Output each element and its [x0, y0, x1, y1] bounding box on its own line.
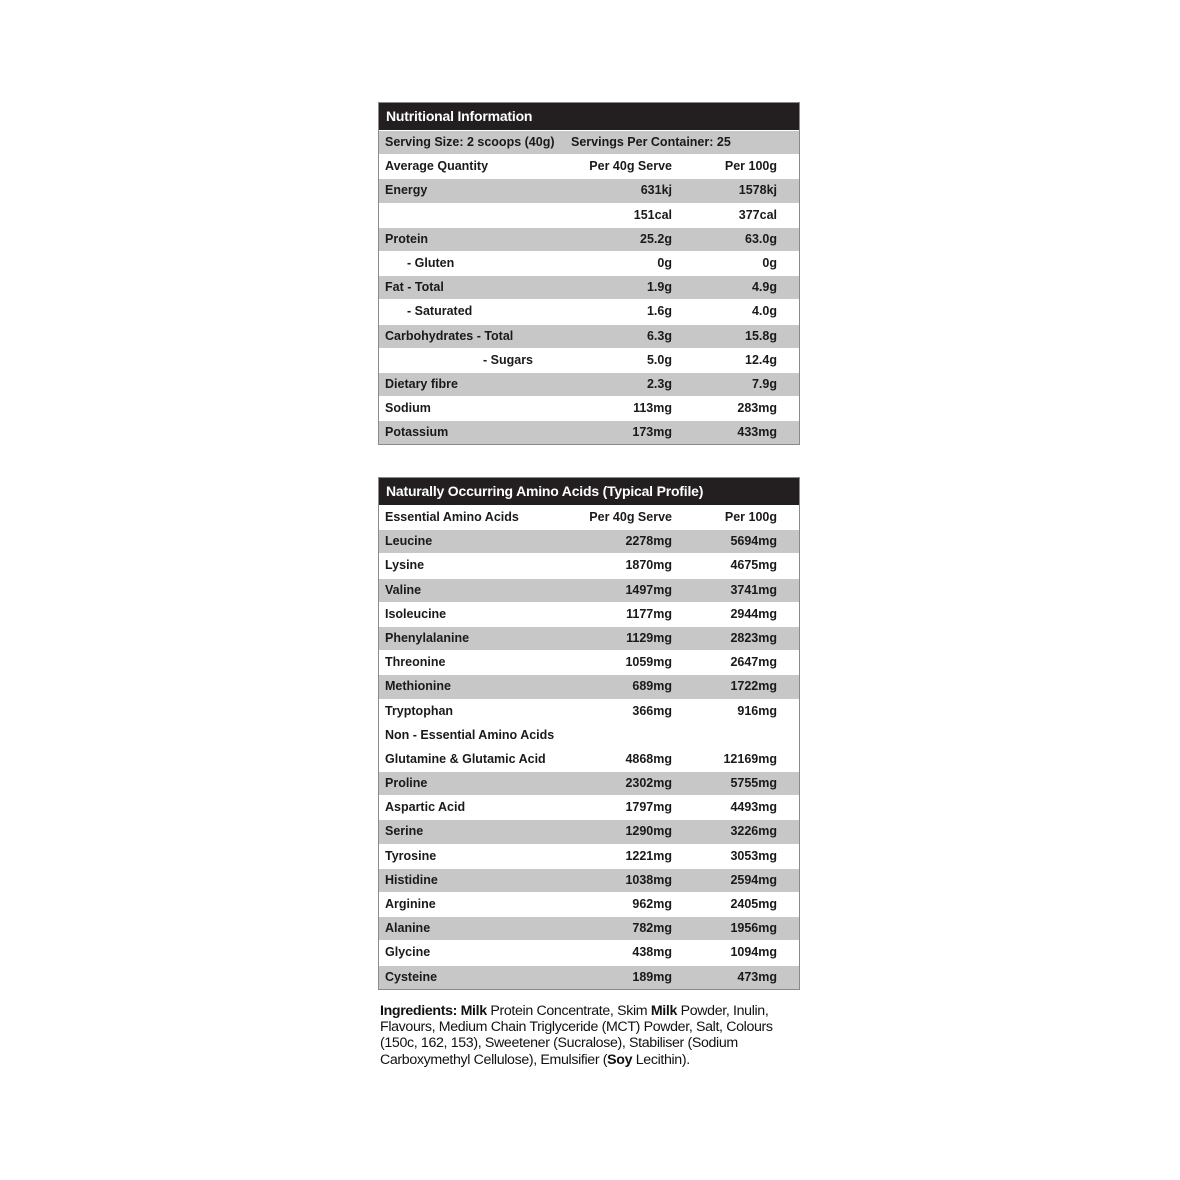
per-100g-value: 1722mg	[730, 679, 777, 694]
ingredients-fragment: Powder, Inulin, Flavours, Medium Chain Triglyceride (MCT) Powder, Salt, Colours (150c, 162, 153), Sweetener (Sucralose), Stabiliser (Sodium Carboxymethyl Cellulose), Emulsifier (	[380, 1003, 773, 1068]
nutrition-row	[379, 203, 799, 227]
per-100g-value: 12.4g	[745, 352, 777, 367]
non-essential-amino-row	[379, 819, 799, 843]
nutrient-name: Dietary fibre	[385, 376, 458, 391]
nutrient-name: - Saturated	[407, 304, 473, 319]
average-quantity-label: Average Quantity	[385, 159, 489, 174]
non-essential-amino-row	[379, 771, 799, 795]
nutrition-row	[379, 372, 799, 396]
allergen-highlight: Milk	[650, 1003, 678, 1019]
per-100g-value: 12169mg	[723, 751, 777, 766]
per-serve-value: 962mg	[632, 897, 672, 911]
essential-amino-row	[379, 626, 799, 650]
nutrient-name: Valine	[385, 582, 422, 597]
non-essential-section-row	[379, 723, 799, 747]
essential-amino-rows	[379, 529, 799, 723]
essential-amino-label: Essential Amino Acids	[385, 510, 519, 524]
nutrient-name: Cysteine	[385, 969, 438, 984]
essential-amino-row	[379, 578, 799, 602]
non-essential-amino-row	[379, 868, 799, 892]
per-serve-value: 1059mg	[625, 655, 672, 670]
per-serve-value: 173mg	[632, 425, 672, 440]
per-serve-value: 1870mg	[625, 558, 672, 573]
per-serve-header: Per 40g Serve	[589, 159, 672, 174]
allergen-highlight: Milk	[460, 1003, 487, 1019]
per-100g-value: 1956mg	[730, 921, 777, 936]
per-serve-value: 438mg	[632, 945, 672, 960]
per-100g-value: 0g	[762, 255, 777, 270]
nutrient-name: Arginine	[385, 897, 436, 911]
nutrient-name: Proline	[385, 776, 428, 791]
per-100g-value: 473mg	[737, 969, 777, 984]
per-serve-value: 0g	[657, 255, 672, 270]
per-100g-value: 2594mg	[730, 872, 777, 887]
per-serve-value: 1797mg	[625, 800, 672, 815]
essential-amino-row	[379, 553, 799, 577]
per-serve-value: 25.2g	[640, 231, 672, 246]
nutrient-name: Histidine	[385, 872, 438, 887]
nutrient-name: - Gluten	[407, 255, 455, 270]
per-serve-value: 2.3g	[646, 376, 672, 391]
nutrient-name: Leucine	[385, 534, 433, 549]
non-essential-label: Non - Essential Amino Acids	[385, 727, 555, 742]
nutrition-row	[379, 299, 799, 323]
nutrition-row	[379, 227, 799, 251]
per-100g-value: 433mg	[737, 425, 777, 440]
per-serve-value: 1221mg	[625, 848, 672, 863]
nutrient-name: - Sugars	[483, 352, 534, 367]
per-serve-value: 2302mg	[625, 776, 672, 791]
nutrient-name: Serine	[385, 824, 424, 839]
non-essential-amino-row	[379, 747, 799, 771]
servings-per-container: Servings Per Container: 25	[571, 135, 731, 149]
non-essential-amino-row	[379, 940, 799, 964]
per-serve-value: 1497mg	[625, 582, 672, 597]
ingredients-fragment: Lecithin).	[632, 1051, 690, 1068]
per-serve-value: 1290mg	[625, 824, 672, 839]
nutrient-name: Glycine	[385, 945, 431, 960]
non-essential-amino-row	[379, 844, 799, 868]
per-serve-value: 366mg	[632, 703, 672, 718]
per-100g-header: Per 100g	[724, 159, 777, 174]
per-100g-value: 2823mg	[730, 630, 777, 645]
per-100g-value: 4675mg	[730, 558, 777, 573]
nutrient-name: Tryptophan	[385, 703, 454, 718]
nutrient-name: Threonine	[385, 655, 446, 670]
nutrient-name: Energy	[385, 183, 428, 198]
per-100g-value: 5755mg	[730, 776, 777, 791]
per-serve-value: 151cal	[633, 207, 672, 222]
nutrient-name: Isoleucine	[385, 606, 447, 621]
per-100g-value: 3226mg	[730, 824, 777, 839]
nutrition-row	[379, 348, 799, 372]
per-serve-value: 1038mg	[625, 872, 672, 887]
per-100g-value: 7.9g	[751, 376, 777, 391]
nutrient-name: Protein	[385, 231, 429, 246]
essential-amino-row	[379, 674, 799, 698]
per-serve-value: 1.6g	[646, 304, 672, 319]
per-serve-value: 631kj	[640, 183, 672, 198]
essential-amino-row	[379, 650, 799, 674]
nutrient-name: Lysine	[385, 558, 425, 573]
per-serve-value: 782mg	[632, 921, 672, 936]
per-serve-value: 1.9g	[646, 280, 672, 295]
amino-title: Naturally Occurring Amino Acids (Typical Profile)	[379, 478, 799, 505]
non-essential-amino-row	[379, 965, 799, 989]
nutrient-name: Potassium	[385, 425, 449, 440]
nutrient-name: Phenylalanine	[385, 630, 470, 645]
per-serve-value: 1129mg	[626, 630, 672, 645]
per-100g-value: 377cal	[738, 207, 777, 222]
non-essential-amino-row	[379, 892, 799, 916]
per-100g-value: 4.9g	[751, 280, 777, 295]
non-essential-amino-rows	[379, 747, 799, 989]
per-100g-value: 1578kj	[738, 183, 777, 198]
nutrition-title: Nutritional Information	[379, 103, 799, 130]
per-100g-value: 15.8g	[745, 328, 777, 343]
allergen-highlight: Soy	[607, 1051, 633, 1068]
per-100g-value: 4493mg	[730, 800, 777, 815]
non-essential-amino-row	[379, 916, 799, 940]
per-serve-value: 113mg	[633, 401, 672, 416]
essential-amino-row	[379, 602, 799, 626]
per-100g-value: 3741mg	[730, 582, 777, 597]
per-100g-value: 5694mg	[730, 534, 777, 549]
nutrition-rows	[379, 178, 799, 444]
ingredients-fragment: Protein Concentrate, Skim	[486, 1003, 651, 1019]
non-essential-amino-row	[379, 795, 799, 819]
per-100g-value: 283mg	[737, 401, 777, 416]
nutrition-row	[379, 324, 799, 348]
essential-amino-row	[379, 529, 799, 553]
amino-acids-panel	[378, 477, 800, 990]
nutrition-row	[379, 396, 799, 420]
per-serve-value: 189mg	[632, 969, 672, 984]
per-100g-value: 63.0g	[745, 231, 777, 246]
per-serve-value: 5.0g	[646, 352, 672, 367]
per-100g-value: 4.0g	[751, 304, 777, 319]
per-serve-value: 689mg	[632, 679, 672, 694]
per-100g-value: 2647mg	[730, 655, 777, 670]
nutrient-name: Carbohydrates - Total	[385, 328, 514, 343]
amino-per-100g-header: Per 100g	[724, 510, 777, 524]
amino-column-header	[379, 505, 799, 529]
nutrient-name: Tyrosine	[385, 848, 437, 863]
per-serve-value: 4868mg	[625, 751, 672, 766]
per-serve-value: 6.3g	[646, 328, 672, 343]
serving-row	[379, 130, 799, 154]
essential-amino-row	[379, 699, 799, 723]
per-100g-value: 2944mg	[730, 606, 777, 621]
nutrient-name: Alanine	[385, 921, 431, 936]
per-100g-value: 916mg	[737, 703, 777, 718]
per-serve-value: 2278mg	[625, 534, 672, 549]
nutrient-name: Aspartic Acid	[385, 800, 466, 815]
nutrient-name: Glutamine & Glutamic Acid	[385, 751, 546, 766]
nutrition-panel	[378, 102, 800, 445]
nutrient-name: Fat - Total	[385, 280, 444, 295]
ingredients-label: Ingredients:	[380, 1003, 457, 1019]
amino-per-serve-header: Per 40g Serve	[589, 510, 672, 524]
per-100g-value: 3053mg	[730, 848, 777, 863]
nutrient-name: Methionine	[385, 679, 451, 694]
serving-size: Serving Size: 2 scoops (40g)	[385, 135, 555, 149]
ingredients-text	[380, 1003, 804, 1068]
nutrition-row	[379, 275, 799, 299]
nutrition-row	[379, 420, 799, 444]
per-100g-value: 1094mg	[730, 945, 777, 960]
per-100g-value: 2405mg	[730, 897, 777, 911]
nutrition-column-header	[379, 154, 799, 178]
nutrient-name: Sodium	[385, 401, 431, 416]
nutrition-row	[379, 178, 799, 202]
per-serve-value: 1177mg	[626, 606, 672, 621]
nutrition-row	[379, 251, 799, 275]
